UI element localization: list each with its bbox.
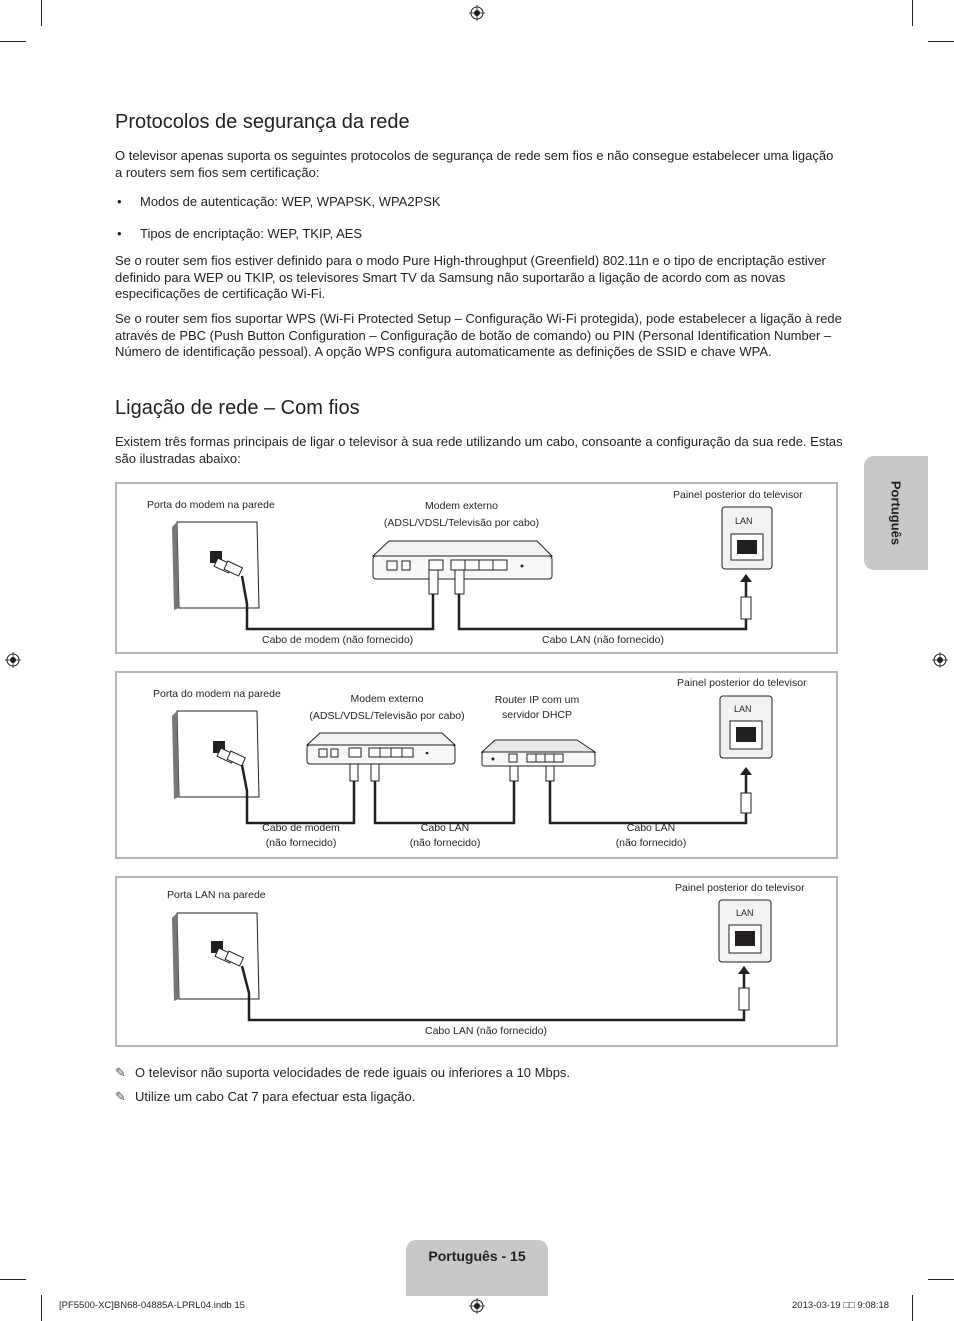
note-text: Utilize um cabo Cat 7 para efectuar esta ligação.: [135, 1089, 416, 1104]
diagram-wall-lan-to-tv-illustration: [117, 878, 836, 1045]
lan-port-label: LAN: [735, 516, 753, 526]
diagram-wall-lan-to-tv: [115, 876, 838, 1047]
wps-paragraph: Se o router sem fios suportar WPS (Wi-Fi Protected Setup – Configuração Wi-Fi protegida), pode estabelecer a ligação à rede através de PBC (Push Button Configuration – Configuração de botão de comando) ou PIN (Personal Identification Number – Número de identificação pessoal). A opção WPS configura automaticamente as definições de SSID e chave WPA.: [115, 311, 842, 360]
crop-mark: [0, 41, 26, 42]
registration-mark-icon: [469, 1298, 485, 1314]
note-text: O televisor não suporta velocidades de rede iguais ou inferiores a 10 Mbps.: [135, 1065, 571, 1080]
modem-label-line2: (ADSL/VDSL/Televisão por cabo): [309, 710, 465, 722]
tv-panel-label: Painel posterior do televisor: [673, 489, 803, 501]
bullet-symbol: •: [117, 194, 122, 209]
crop-mark: [912, 1295, 913, 1321]
bullet-text: Modos de autenticação: WEP, WPAPSK, WPA2PSK: [140, 194, 441, 209]
note-cable: [115, 1089, 415, 1105]
footer-file-info: [PF5500-XC]BN68-04885A-LPRL04.indb 15: [59, 1300, 245, 1311]
crop-mark: [912, 0, 913, 26]
page-number-box: [406, 1240, 548, 1296]
tv-panel-label: Painel posterior do televisor: [677, 677, 807, 689]
section-title-security: Protocolos de segurança da rede: [115, 111, 410, 133]
page-number-label: Português - 15: [428, 1248, 526, 1264]
diagram-modem-to-tv: [115, 482, 838, 654]
pencil-note-icon: ✎: [115, 1065, 126, 1080]
modem-label-line2: (ADSL/VDSL/Televisão por cabo): [383, 517, 540, 529]
greenfield-paragraph: Se o router sem fios estiver definido para o modo Pure High-throughput (Greenfield) 802.11n e o tipo de encriptação estiver definido para WEP ou TKIP, os televisores Smart TV da Samsung não suportarão a ligação de acordo com as novas especificações de certificação Wi-Fi.: [115, 253, 826, 302]
router-label-line2: servidor DHCP: [501, 709, 572, 721]
registration-mark-icon: [932, 652, 948, 668]
crop-mark: [928, 1279, 954, 1280]
security-intro-text: O televisor apenas suporta os seguintes protocolos de segurança de rede sem fios e não consegue estabelecer uma ligação a routers sem fios sem certificação:: [115, 148, 834, 180]
bullet-symbol: •: [117, 226, 122, 241]
registration-mark-icon: [5, 652, 21, 668]
lan-cable-label: Cabo LAN (não fornecido): [542, 634, 664, 646]
modem-label-line1: Modem externo: [350, 693, 424, 705]
lan-cable1-label-line1: Cabo LAN: [420, 822, 470, 834]
lan-port-label: LAN: [734, 704, 752, 714]
modem-cable-label: Cabo de modem (não fornecido): [262, 634, 414, 646]
modem-cable-label-line2: (não fornecido): [265, 837, 337, 849]
language-side-tab-label: Português: [888, 480, 904, 546]
crop-mark: [0, 1279, 26, 1280]
lan-cable-label: Cabo LAN (não fornecido): [425, 1025, 547, 1037]
wall-port-label: Porta LAN na parede: [167, 889, 266, 901]
wired-intro-text: Existem três formas principais de ligar o televisor à sua rede utilizando um cabo, consoante a configuração da sua rede. Estas são ilustradas abaixo:: [115, 434, 843, 466]
modem-cable-label-line1: Cabo de modem: [262, 822, 340, 834]
wall-port-label: Porta do modem na parede: [153, 688, 281, 700]
router-label-line1: Router IP com um: [494, 694, 580, 706]
footer-timestamp: 2013-03-19 □□ 9:08:18: [792, 1300, 890, 1311]
section-title-wired: Ligação de rede – Com fios: [115, 397, 360, 419]
crop-mark: [41, 1295, 42, 1321]
lan-cable2-label-line1: Cabo LAN: [626, 822, 676, 834]
lan-port-label: LAN: [736, 908, 754, 918]
pencil-note-icon: ✎: [115, 1089, 126, 1104]
wall-port-label: Porta do modem na parede: [147, 499, 275, 511]
crop-mark: [928, 41, 954, 42]
lan-cable2-label-line2: (não fornecido): [615, 837, 687, 849]
language-side-tab: [864, 456, 928, 570]
modem-label-line1: Modem externo: [425, 500, 498, 512]
tv-panel-label: Painel posterior do televisor: [675, 882, 805, 894]
note-speed: [115, 1065, 570, 1081]
diagram-modem-router-tv: [115, 671, 838, 859]
bullet-text: Tipos de encriptação: WEP, TKIP, AES: [140, 226, 363, 241]
crop-mark: [41, 0, 42, 26]
lan-cable1-label-line2: (não fornecido): [409, 837, 481, 849]
registration-mark-icon: [469, 5, 485, 21]
